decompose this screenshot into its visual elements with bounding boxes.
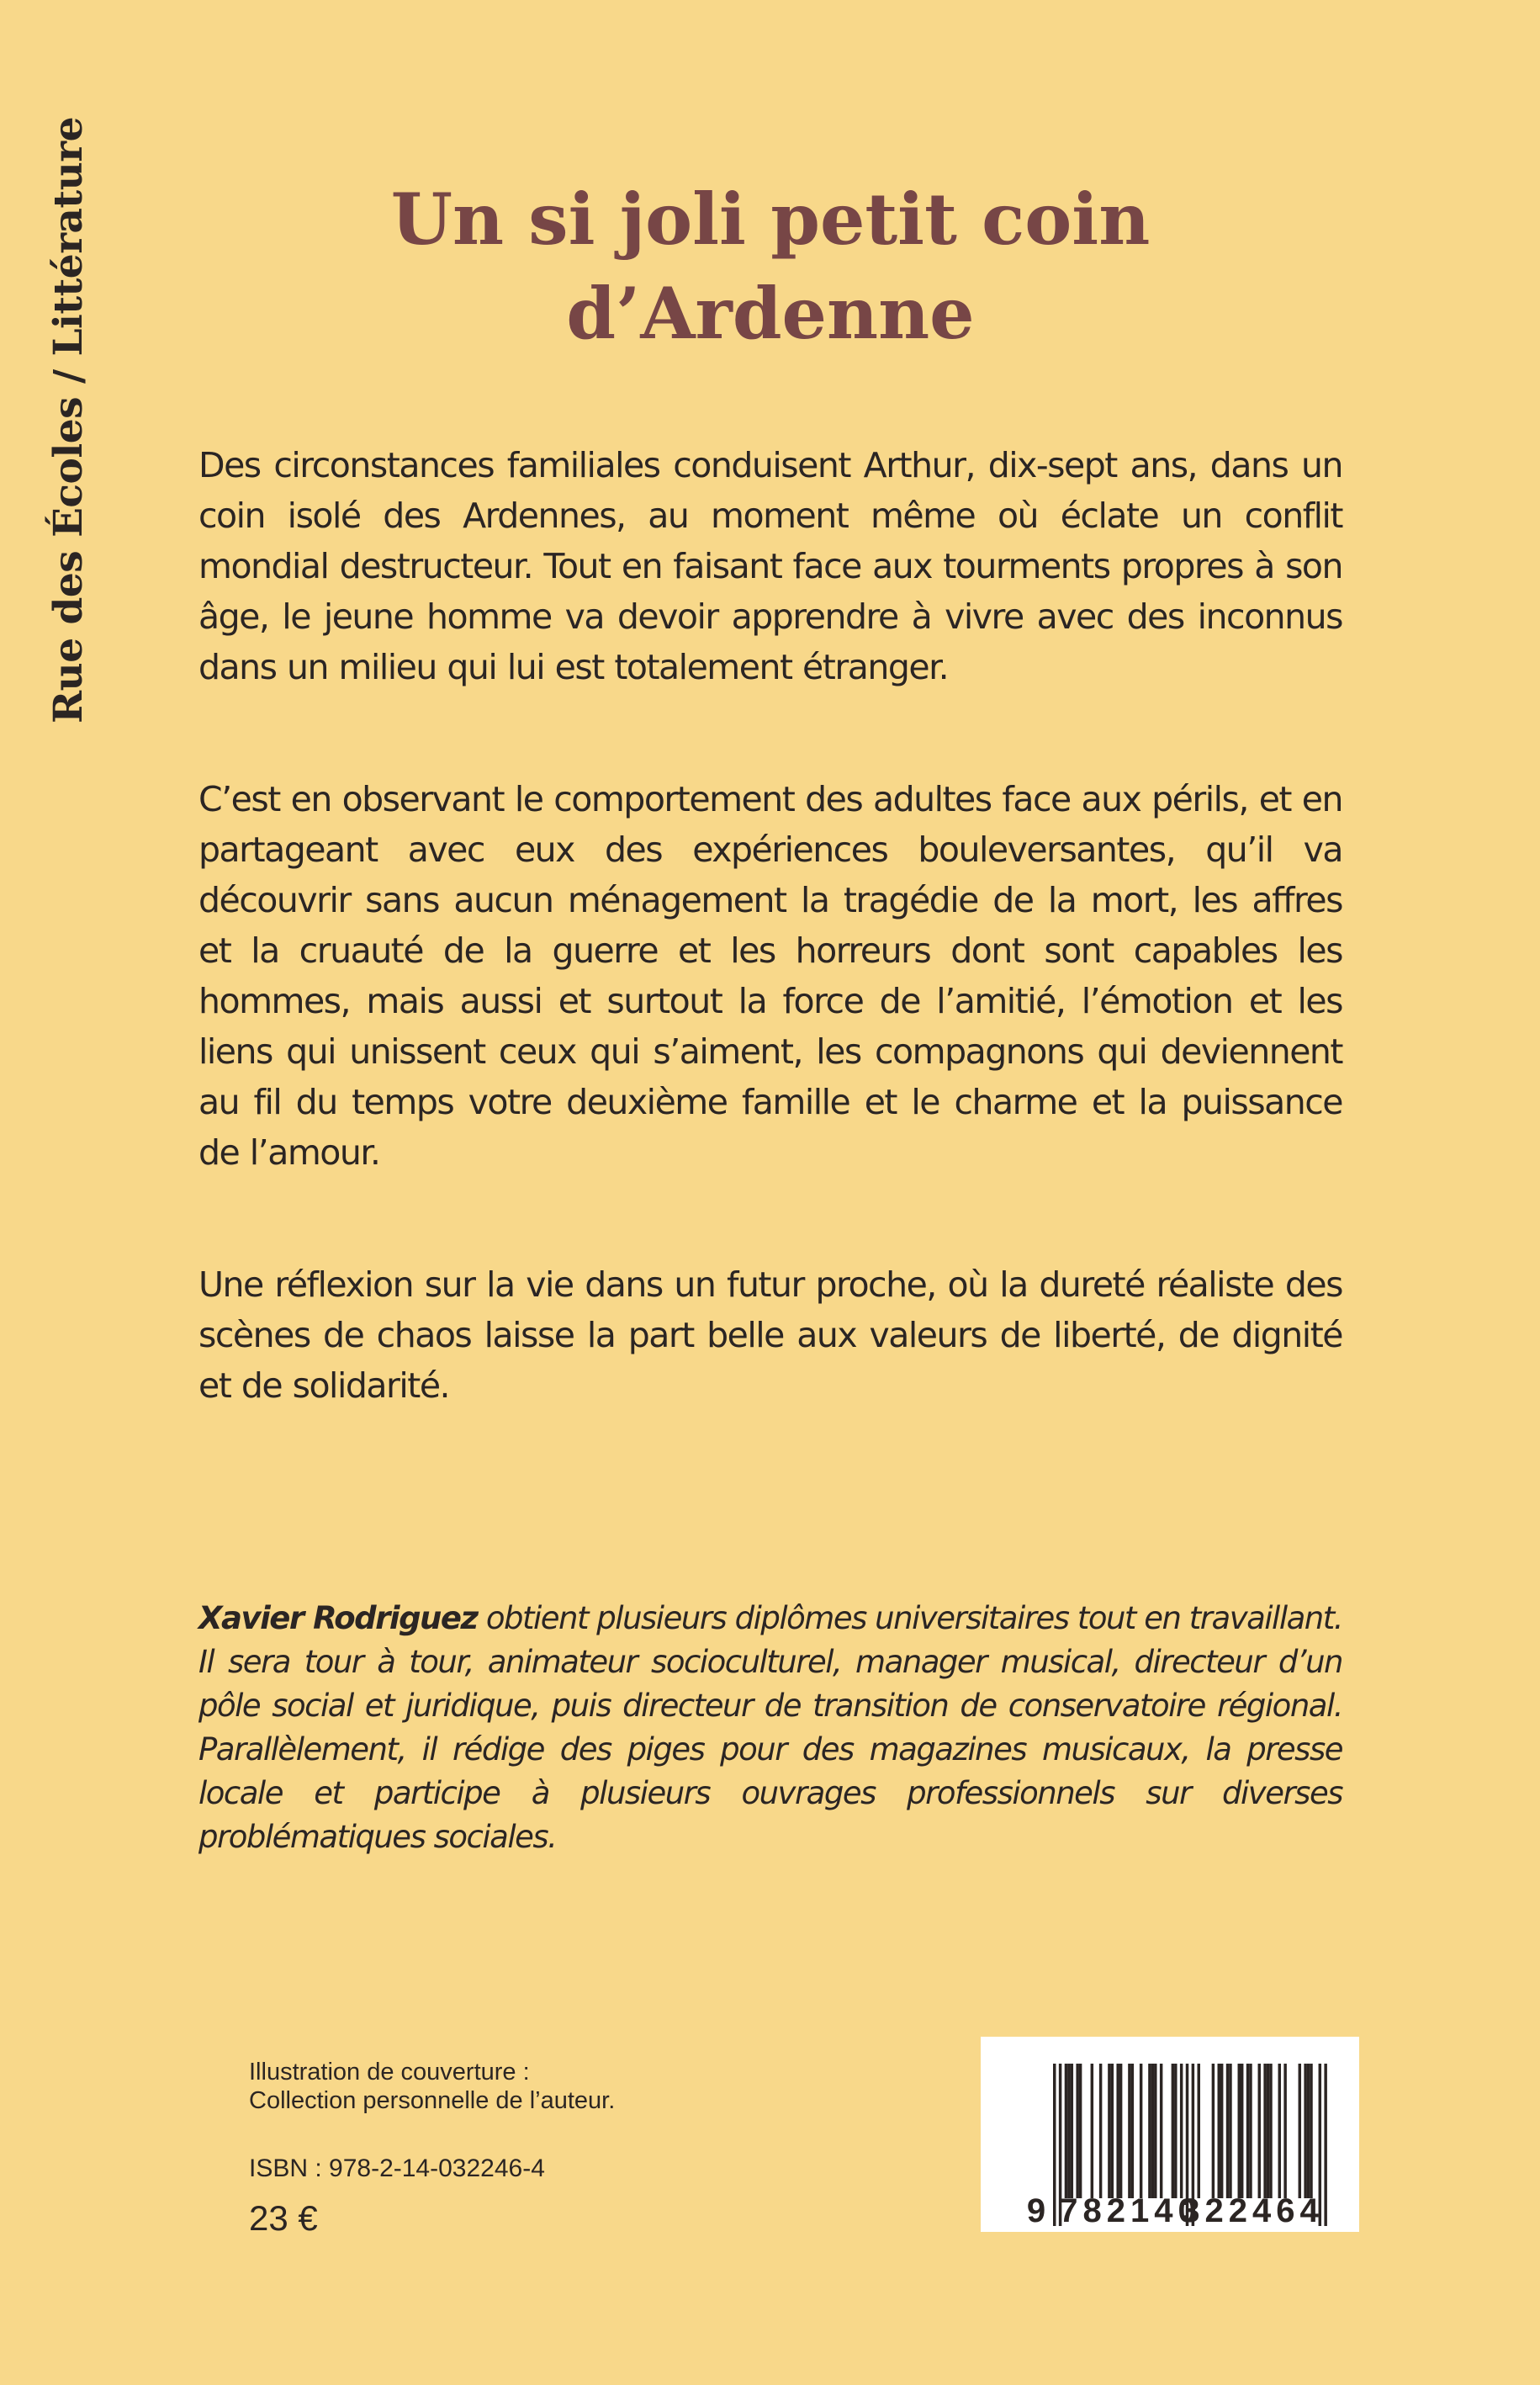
summary-text: C’est en observant le comportement des adultes face aux périls, et en partageant avec eux des expériences bouleversantes, qu’il va découvrir sans aucun ménagement la tragédie de la mort, les affres et la cruauté de la guerre et les horreurs dont sont capables les hommes, mais aussi et surtout la force de l’amitié, l’émotion et les liens qui unissent ceux qui s’aiment, les compagnons qui deviennent au fil du temps votre deuxième famille et le charme et la puissance de l’amour.	[198, 779, 1342, 1173]
barcode-bar	[1172, 2064, 1174, 2198]
barcode-bar	[1226, 2064, 1229, 2198]
barcode-left-digits: 782140	[1059, 2192, 1202, 2229]
barcode-bar	[1076, 2064, 1078, 2198]
barcode-bar	[1108, 2064, 1110, 2198]
barcode-bar	[1229, 2064, 1231, 2198]
barcode-first-digit: 9	[1026, 2192, 1046, 2229]
barcode-bar	[1278, 2064, 1281, 2198]
isbn-value: 978-2-14-032246-4	[329, 2154, 545, 2182]
barcode-bar	[1283, 2064, 1286, 2198]
barcode-guard-bar	[1053, 2064, 1056, 2226]
barcode-bar	[1154, 2064, 1156, 2198]
barcode-bar	[1218, 2064, 1220, 2198]
barcode-bar	[1246, 2064, 1249, 2198]
summary-text: Des circonstances familiales conduisent Arthur, dix-sept ans, dans un coin isolé des Ardennes, au moment même où éclate un conflit mondial destructeur. Tout en faisant face aux tourments propres à son âge, le jeune homme va devoir apprendre à vivre avec des inconnus dans un milieu qui lui est totalement étranger.	[198, 445, 1342, 687]
barcode-bar	[1198, 2064, 1200, 2198]
barcode-bar	[1151, 2064, 1154, 2198]
price: 23 €	[249, 2198, 318, 2238]
barcode-bar	[1241, 2064, 1243, 2198]
barcode-bar	[1174, 2064, 1177, 2198]
isbn-label: ISBN :	[249, 2154, 330, 2182]
barcode-bar	[1263, 2064, 1266, 2198]
barcode-bar	[1091, 2064, 1093, 2198]
illustration-label: Illustration de couverture :	[249, 2059, 530, 2086]
barcode-bar	[1304, 2064, 1306, 2198]
barcode-bar	[1071, 2064, 1073, 2198]
barcode-bar	[1111, 2064, 1114, 2198]
author-name: Xavier Rodriguez	[198, 1600, 478, 1636]
author-bio-text: obtient plusieurs diplômes universitaires tout en travaillant. Il sera tour à tour, animateur socioculturel, manager musical, directeur d’un pôle social et juridique, puis directeur de transition de conservatoire régional. Parallèlement, il rédige des piges pour des magazines musicaux, la presse locale et participe à plusieurs ouvrages professionnels sur diverses problématiques sociales.	[198, 1600, 1342, 1855]
barcode-bar	[1249, 2064, 1252, 2198]
barcode-bar	[1180, 2064, 1183, 2198]
book-title	[198, 172, 1342, 361]
isbn	[249, 2154, 545, 2184]
barcode-bar	[1148, 2064, 1151, 2198]
author-bio	[198, 1597, 1342, 1859]
summary-text: Une réflexion sur la vie dans un futur proche, où la dureté réaliste des scènes de chaos laisse la part belle aux valeurs de liberté, de dignité et de solidarité.	[198, 1264, 1342, 1406]
summary-paragraph-3	[198, 1259, 1342, 1411]
barcode-bar	[1310, 2064, 1312, 2198]
illustration-value: Collection personnelle de l’auteur.	[249, 2087, 616, 2114]
barcode-bar	[1131, 2064, 1134, 2198]
barcode-bar	[1267, 2064, 1269, 2198]
barcode-graphic	[981, 2037, 1359, 2232]
barcode-bar	[1067, 2064, 1070, 2198]
book-title-line-2: d’Ardenne	[566, 272, 975, 355]
barcode-bar	[1258, 2064, 1261, 2198]
barcode-bar	[1212, 2064, 1215, 2198]
barcode-bar	[1128, 2064, 1130, 2198]
book-title-line-1: Un si joli petit coin	[390, 178, 1151, 261]
barcode-bar	[1307, 2064, 1310, 2198]
summary-paragraph-2	[198, 774, 1342, 1178]
barcode-bar	[1160, 2064, 1162, 2198]
barcode-bar	[1238, 2064, 1241, 2198]
barcode-bar	[1065, 2064, 1067, 2198]
cover-credits	[249, 2058, 615, 2115]
barcode-bar	[1220, 2064, 1223, 2198]
barcode-bar	[1299, 2064, 1301, 2198]
summary-paragraph-1	[198, 440, 1342, 692]
collection-spine-label: Rue des Écoles / Littérature	[45, 117, 92, 723]
barcode-bar	[1099, 2064, 1102, 2198]
barcode-right-digits: 322464	[1181, 2192, 1324, 2229]
barcode-bar	[1116, 2064, 1119, 2198]
barcode-guard-bar	[1324, 2064, 1326, 2226]
barcode	[981, 2037, 1359, 2232]
barcode-bar	[1119, 2064, 1122, 2198]
barcode-bar	[1140, 2064, 1142, 2198]
barcode-bar	[1079, 2064, 1082, 2198]
barcode-bar	[1269, 2064, 1272, 2198]
